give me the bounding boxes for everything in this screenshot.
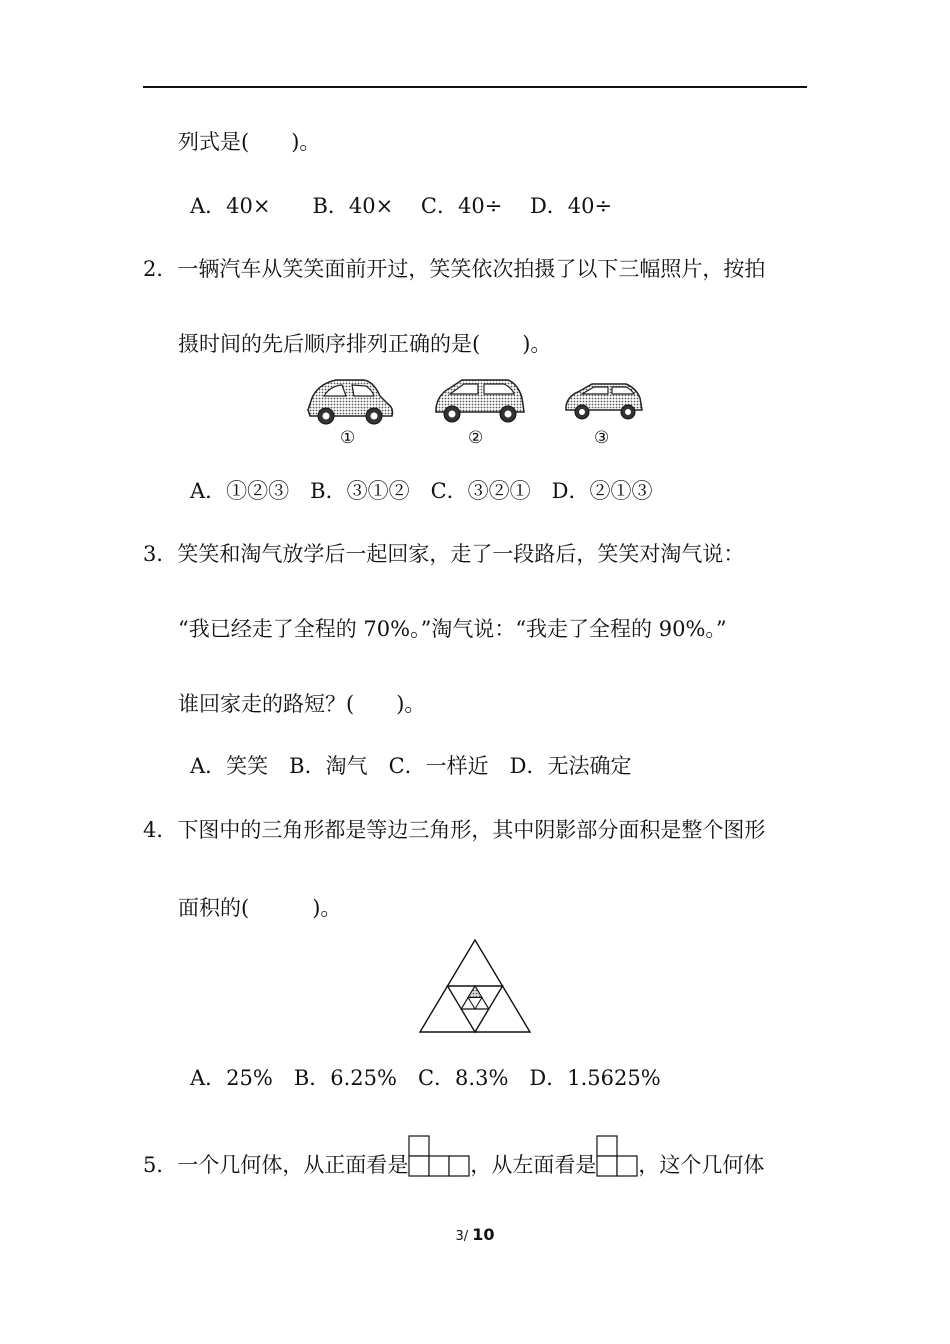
- q5-text-part-3: ，这个几何体: [638, 1153, 765, 1177]
- equilateral-triangles-figure: [418, 938, 532, 1034]
- q2-line-2: 摄时间的先后顺序排列正确的是( )。: [178, 332, 552, 356]
- q1-line-2: 列式是( )。: [178, 130, 321, 154]
- q3-line-1: 3．笑笑和淘气放学后一起回家，走了一段路后，笑笑对淘气说：: [143, 542, 745, 566]
- car-1-image: [308, 380, 393, 424]
- car-label-1: ①: [340, 428, 356, 448]
- page-number: [0, 1225, 950, 1244]
- front-view-figure: [408, 1134, 470, 1178]
- q3-options: A．笑笑 B．淘气 C．一样近 D．无法确定: [190, 754, 632, 778]
- header-rule: [143, 86, 807, 88]
- q3-line-3: 谁回家走的路短？( )。: [178, 692, 426, 716]
- q2-options: A．①②③ B．③①② C．③②① D．②①③: [190, 479, 653, 503]
- q4-line-2: 面积的( )。: [178, 896, 342, 920]
- q5-text-part-1: 5．一个几何体，从正面看是: [143, 1153, 409, 1177]
- page-current: 3/: [455, 1229, 469, 1244]
- q5-line-1: [143, 1134, 764, 1179]
- q3-line-2: “我已经走了全程的 70%。”淘气说：“我走了全程的 90%。”: [178, 617, 727, 641]
- q2-line-1: 2．一辆汽车从笑笑面前开过，笑笑依次拍摄了以下三幅照片，按拍: [143, 257, 766, 281]
- car-3-image: [566, 384, 642, 419]
- q5-text-part-2: ，从左面看是: [470, 1153, 597, 1177]
- car-2-image: [436, 380, 524, 422]
- q4-line-1: 4．下图中的三角形都是等边三角形，其中阴影部分面积是整个图形: [143, 818, 766, 842]
- car-label-2: ②: [468, 428, 484, 448]
- car-label-3: ③: [594, 428, 610, 448]
- page-total: 10: [472, 1225, 495, 1244]
- left-view-figure: [596, 1134, 638, 1178]
- q4-options: A．25% B．6.25% C．8.3% D．1.5625%: [190, 1066, 661, 1090]
- q1-options: A．40× B．40× C．40÷ D．40÷: [190, 194, 613, 218]
